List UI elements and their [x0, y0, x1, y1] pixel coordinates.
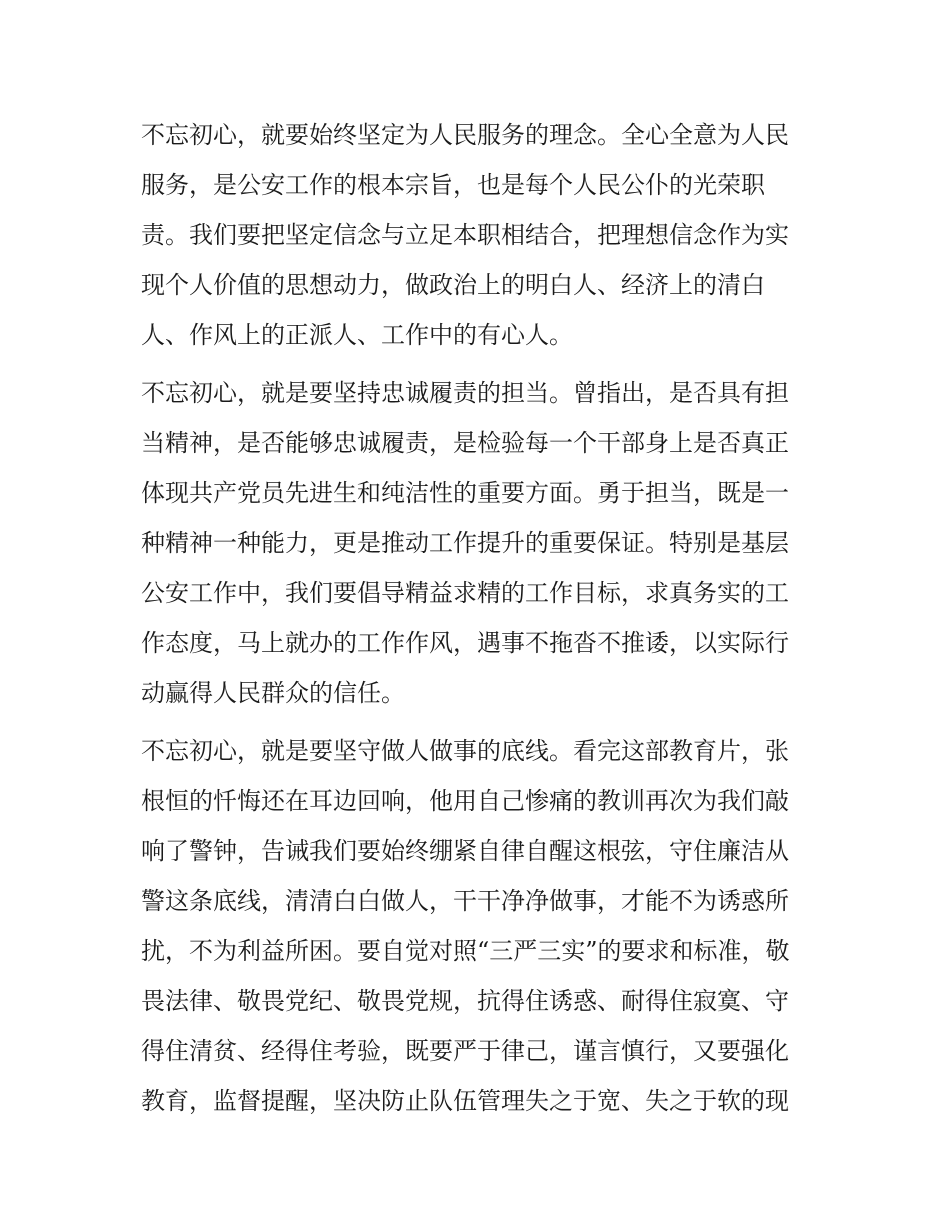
document-body: [141, 110, 813, 1126]
paragraph-3: [141, 726, 813, 1126]
text-line: 服务，是公安工作的根本宗旨，也是每个人民公仆的光荣职: [141, 171, 765, 199]
paragraph-1: [141, 110, 813, 360]
text-line: 种精神一种能力，更是推动工作提升的重要保证。特别是基层: [141, 529, 789, 557]
paragraph-spacer: [141, 360, 813, 368]
text-line: 作态度，马上就办的工作作风，遇事不拖沓不推诿，以实际行: [141, 629, 789, 657]
text-line: 动赢得人民群众的信任。: [141, 679, 405, 707]
text-line: 体现共产党员先进生和纯洁性的重要方面。勇于担当，既是一: [141, 479, 789, 507]
text-line: 公安工作中，我们要倡导精益求精的工作目标，求真务实的工: [141, 579, 789, 607]
paragraph-2: [141, 368, 813, 718]
text-line: 不忘初心，就是要坚持忠诚履责的担当。曾指出，是否具有担: [141, 379, 789, 407]
text-line: 不忘初心，就要始终坚定为人民服务的理念。全心全意为人民: [141, 121, 789, 149]
text-line: 警这条底线，清清白白做人，干干净净做事，才能不为诱惑所: [141, 887, 789, 915]
text-line: 人、作风上的正派人、工作中的有心人。: [141, 321, 573, 349]
text-line: 扰，不为利益所困。要自觉对照“三严三实”的要求和标准，敬: [141, 937, 790, 965]
text-line: 得住清贫、经得住考验，既要严于律己，谨言慎行，又要强化: [141, 1037, 789, 1065]
text-line: 畏法律、敬畏党纪、敬畏党规，抗得住诱惑、耐得住寂寞、守: [141, 987, 789, 1015]
paragraph-spacer: [141, 718, 813, 726]
text-line: 不忘初心，就是要坚守做人做事的底线。看完这部教育片，张: [141, 737, 789, 765]
text-line: 响了警钟，告诫我们要始终绷紧自律自醒这根弦，守住廉洁从: [141, 837, 789, 865]
text-line: 教育，监督提醒，坚决防止队伍管理失之于宽、失之于软的现: [141, 1087, 789, 1115]
text-line: 根恒的忏悔还在耳边回响，他用自己惨痛的教训再次为我们敲: [141, 787, 789, 815]
text-line: 责。我们要把坚定信念与立足本职相结合，把理想信念作为实: [141, 221, 789, 249]
text-line: 现个人价值的思想动力，做政治上的明白人、经济上的清白: [141, 271, 765, 299]
text-line: 当精神，是否能够忠诚履责，是检验每一个干部身上是否真正: [141, 429, 789, 457]
